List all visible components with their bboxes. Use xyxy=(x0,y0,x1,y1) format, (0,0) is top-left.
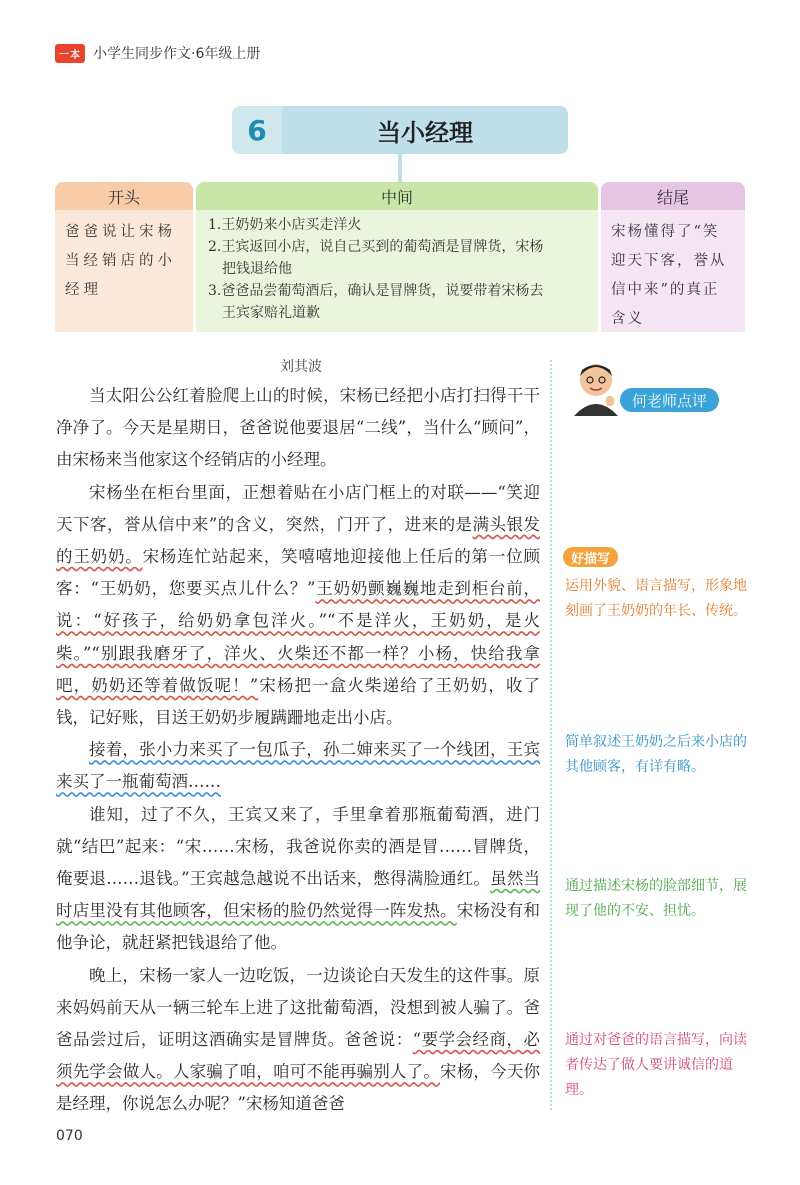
good-description-tag: 好描写 xyxy=(563,547,618,567)
outline-middle-head: 中间 xyxy=(196,182,598,210)
outline-start-head: 开头 xyxy=(55,182,193,210)
outline-end-body: 宋杨懂得了“笑迎天下客，誉从信中来”的真正含义 xyxy=(601,210,745,332)
paragraph: 接着，张小力来买了一包瓜子，孙二婶来买了一个线团，王宾来买了一瓶葡萄酒…… xyxy=(56,740,540,792)
outline-item: 1.王奶奶来小店买走洋火 xyxy=(208,217,362,233)
outline-start-body: 爸爸说让宋杨当经销店的小经理 xyxy=(55,210,193,332)
outline-end-head: 结尾 xyxy=(601,182,745,210)
essay-title-banner xyxy=(232,106,568,154)
comment-note-3: 通过描述宋杨的脸部细节，展现了他的不安、担忧。 xyxy=(565,878,747,919)
paragraph: 晚上，宋杨一家人一边吃饭，一边谈论白天发生的这件事。原来妈妈前天从一辆三轮车上进了这批葡萄酒，没想到被人骗了。爸爸品尝过后，证明这酒确实是冒牌货。爸爸说：“要学会经商，必须先学会做人。人家骗了咱，咱可不能再骗别人了。宋杨，今天你是经理，你说怎么办呢？”宋杨知道爸爸 xyxy=(56,965,541,1114)
essay-number: 6 xyxy=(232,106,282,154)
outline-middle xyxy=(196,182,598,332)
essay-title: 当小经理 xyxy=(282,106,568,154)
book-title: 小学生同步作文·6年级上册 xyxy=(93,46,261,62)
outline-middle-body xyxy=(196,210,598,332)
page-number: 070 xyxy=(56,1128,83,1144)
author-name: 刘其波 xyxy=(280,359,322,375)
outline-item: 2.王宾返回小店，说自己买到的葡萄酒是冒牌货，宋杨 把钱退给他 xyxy=(208,239,544,277)
comment-note-2: 简单叙述王奶奶之后来小店的其他顾客，有详有略。 xyxy=(565,734,747,775)
publisher-logo: 一本 xyxy=(55,44,85,63)
paragraph: 谁知，过了不久，王宾又来了，手里拿着那瓶葡萄酒，进门就“结巴”起来：“宋……宋杨，我爸说你卖的酒是冒……冒牌货，俺要退……退钱。”王宾越急越说不出话来，憋得满脸通红。虽然当时店里没有其他顾客，但宋杨的脸仍然觉得一阵发热。宋杨没有和他争论，就赶紧把钱退给了他。 xyxy=(56,804,541,953)
comment-note-4: 通过对爸爸的语言描写，向读者传达了做人要讲诚信的道理。 xyxy=(565,1032,747,1098)
outline-start xyxy=(55,182,193,332)
outline-item: 3.爸爸品尝葡萄酒后，确认是冒牌货，说要带着宋杨去 王宾家赔礼道歉 xyxy=(208,283,544,321)
page-header xyxy=(55,42,260,64)
teacher-avatar-icon xyxy=(566,356,626,416)
comment-note-1: 运用外貌、语言描写，形象地刻画了王奶奶的年长、传统。 xyxy=(565,578,747,619)
essay-body xyxy=(56,380,540,1121)
outline-end xyxy=(601,182,745,332)
paragraph: 宋杨坐在柜台里面，正想着贴在小店门框上的对联——“笑迎天下客，誉从信中来”的含义，突然，门开了，进来的是满头银发的王奶奶。宋杨连忙站起来，笑嘻嘻地迎接他上任后的第一位顾客：“王奶奶，您要买点儿什么？”王奶奶颤巍巍地走到柜台前，说：“好孩子，给奶奶拿包洋火。”“不是洋火，王奶奶，是火柴。”“别跟我磨牙了，洋火、火柴还不都一样？小杨，快给我拿吧，奶奶还等着做饭呢！”宋杨把一盒火柴递给了王奶奶，收了钱，记好账，目送王奶奶步履蹒跚地走出小店。 xyxy=(56,482,541,728)
teacher-comment-badge: 何老师点评 xyxy=(620,388,719,412)
outline-connector xyxy=(398,154,402,184)
paragraph: 当太阳公公红着脸爬上山的时候，宋杨已经把小店打扫得干干净净了。今天是星期日，爸爸说他要退居“二线”，当什么“顾问”，由宋杨来当他家这个经销店的小经理。 xyxy=(56,386,540,470)
sidebar-divider xyxy=(550,360,552,1110)
